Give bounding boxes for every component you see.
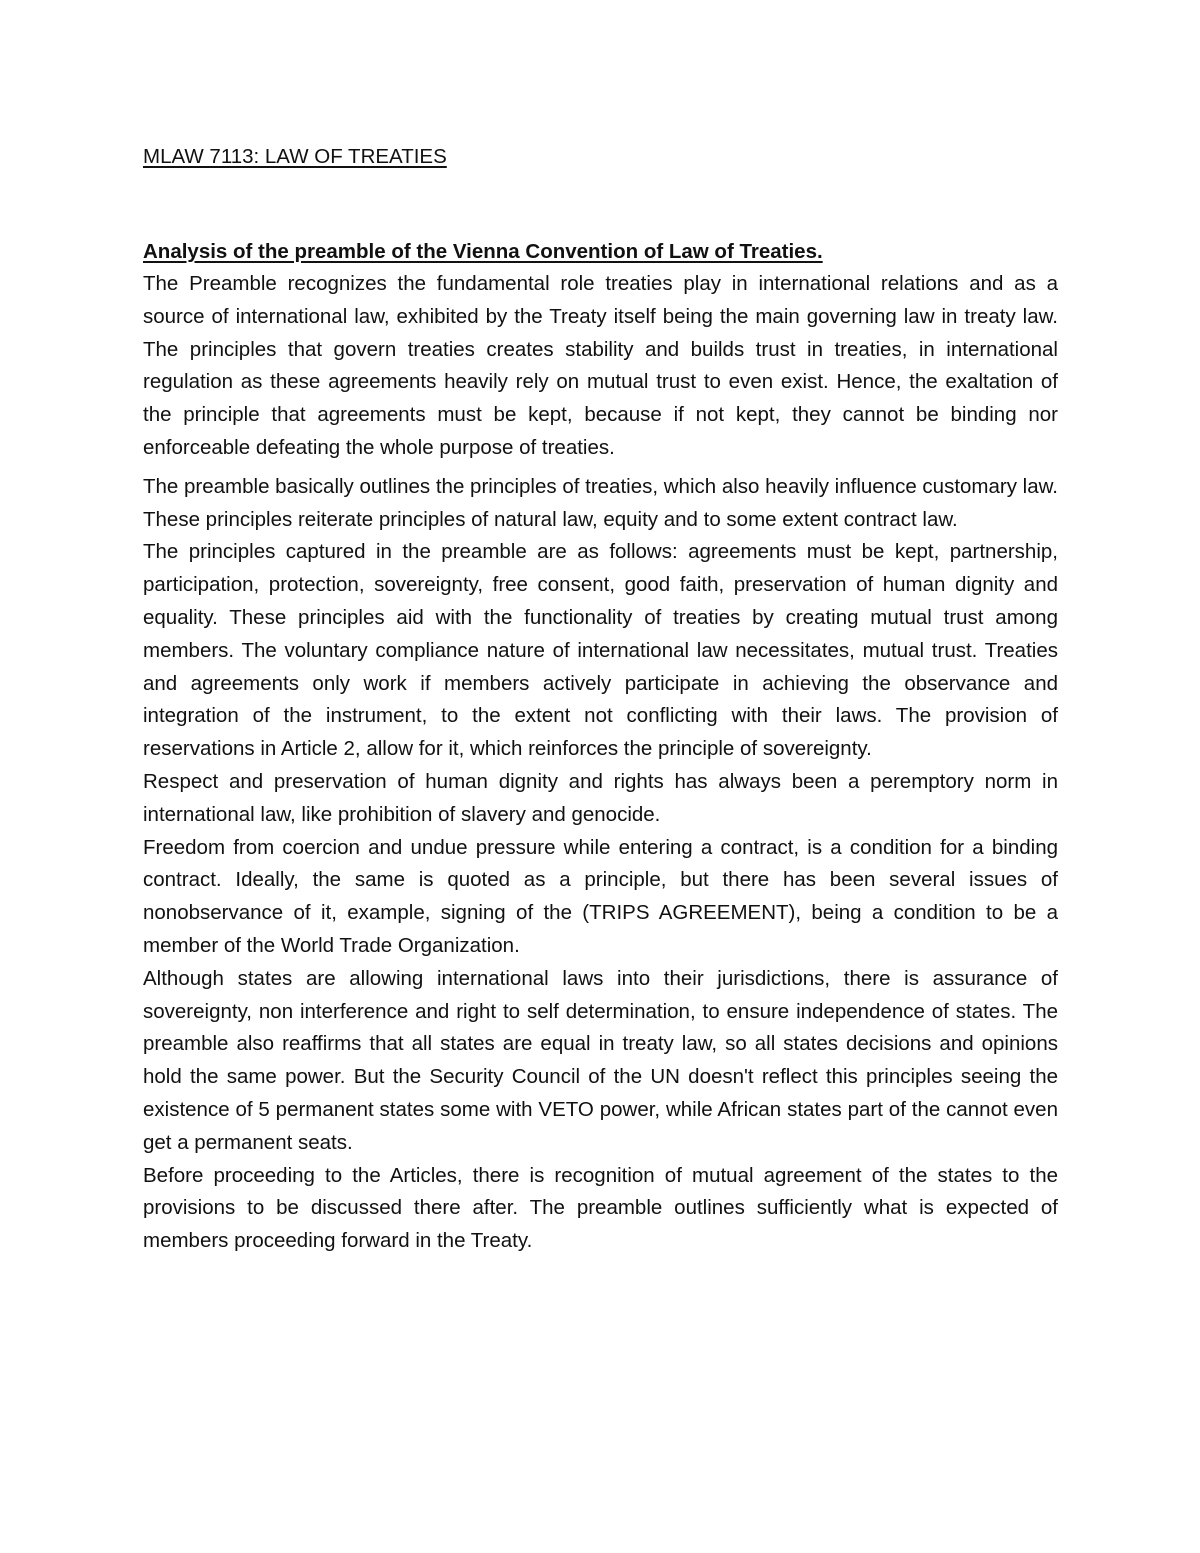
paragraph-5: Freedom from coercion and undue pressure while entering a contract, is a condition for a binding contract. Ideally, the same is quoted as a principle, but there has been several issues of nonobservance of it, example, signing of the (TRIPS AGREEMENT), being a condition to be a member of the World Trade Organization. [143, 835, 1058, 957]
paragraph-3: The principles captured in the preamble are as follows: agreements must be kept, partnership, participation, protection, sovereignty, free consent, good faith, preservation of human dignity and equality. These principles aid with the functionality of treaties by creating mutual trust among members. The voluntary compliance nature of international law necessitates, mutual trust. Treaties and agreements only work if members actively participate in achieving the observance and integration of the instrument, to the extent not conflicting with their laws. The provision of reservations in Article 2, allow for it, which reinforces the principle of sovereignty. [143, 540, 1058, 761]
paragraph-1: The Preamble recognizes the fundamental role treaties play in international relations and as a source of international law, exhibited by the Treaty itself being the main governing law in treaty law. The principles that govern treaties creates stability and builds trust in treaties, in international regulation as these agreements heavily rely on mutual trust to even exist. Hence, the exaltation of the principle that agreements must be kept, because if not kept, they cannot be binding nor enforceable defeating the whole purpose of treaties. [143, 272, 1058, 459]
section-heading: Analysis of the preamble of the Vienna Convention of Law of Treaties. [143, 240, 823, 263]
course-title: MLAW 7113: LAW OF TREATIES [143, 145, 447, 168]
paragraph-4: Respect and preservation of human dignity and rights has always been a peremptory norm in international law, like prohibition of slavery and genocide. [143, 769, 1058, 826]
paragraph-7: Before proceeding to the Articles, there is recognition of mutual agreement of the states to the provisions to be discussed there after. The preamble outlines sufficiently what is expected of members proceeding forward in the Treaty. [143, 1163, 1058, 1253]
document-page [143, 140, 1058, 1258]
paragraph-2: The preamble basically outlines the principles of treaties, which also heavily influence customary law. These principles reiterate principles of natural law, equity and to some extent contract law. [143, 474, 1058, 531]
paragraph-6: Although states are allowing international laws into their jurisdictions, there is assurance of sovereignty, non interference and right to self determination, to ensure independence of states. The preamble also reaffirms that all states are equal in treaty law, so all states decisions and opinions hold the same power. But the Security Council of the UN doesn't reflect this principles seeing the existence of 5 permanent states some with VETO power, while African states part of the cannot even get a permanent seats. [143, 966, 1058, 1154]
